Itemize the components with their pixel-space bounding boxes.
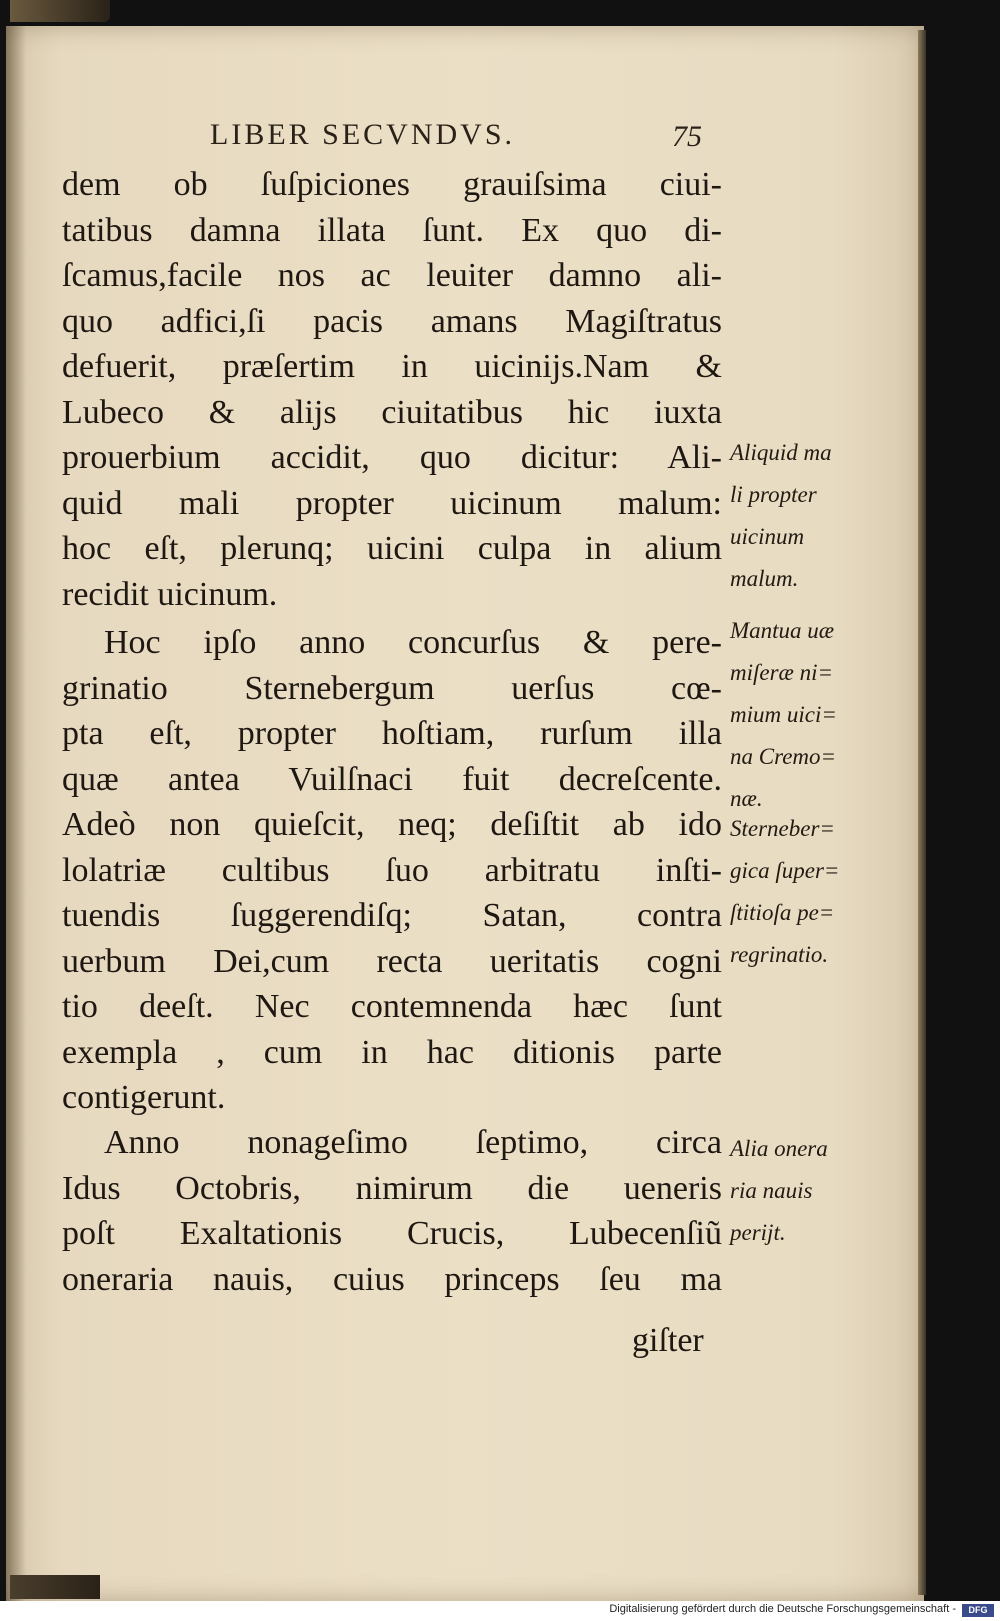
margin-note-4 [730,1128,880,1254]
text-line: tio deeſt. Nec contemnenda hæc ſunt [62,988,722,1025]
running-head: LIBER SECVNDVS. [210,118,516,151]
margin-note-line: næ. [730,786,763,811]
spine-shadow [6,26,26,1601]
text-line: Hoc ipſo anno concurſus & pere- [104,624,722,661]
previous-page-fragment [10,0,110,22]
margin-note-line: perijt. [730,1220,786,1245]
text-line: Idus Octobris, nimirum die ueneris [62,1169,722,1207]
margin-note-line: ria nauis [730,1178,813,1203]
text-line: uerbum Dei,cum recta ueritatis cogni [62,942,722,980]
text-line: pta eſt, propter hoſtiam, rurſum illa [62,715,722,752]
text-line: quæ antea Vuilſnaci fuit decreſcente. [62,760,722,798]
text-line: defuerit, præſertim in uicinijs.Nam & [62,348,722,385]
margin-note-1 [730,432,880,600]
binding-fragment [10,1575,100,1599]
margin-note-line: Aliquid ma [730,440,832,465]
margin-note-line: miſeræ ni= [730,660,834,685]
text-line: ſcamus,facile nos ac leuiter damno ali- [62,257,722,294]
text-line: tuendis ſuggerendiſq; Satan, contra [62,897,722,934]
text-line: quo adfici,ſi pacis amans Magiſtratus [62,302,722,340]
margin-note-line: Mantua uæ [730,618,835,643]
text-line: grinatio Sternebergum uerſus cœ- [62,669,722,707]
text-line: Lubeco & alijs ciuitatibus hic iuxta [62,393,722,431]
margin-note-line: regrinatio. [730,942,829,967]
text-line: lolatriæ cultibus ſuo arbitratu inſti- [62,851,722,889]
text-line: quid mali propter uicinum malum: [62,484,722,522]
text-line: prouerbium accidit, quo dicitur: Ali- [62,439,722,476]
text-line: tatibus damna illata ſunt. Ex quo di- [62,211,722,249]
page-edge [918,30,926,1595]
text-line: dem ob ſuſpiciones grauiſsima ciui- [62,166,722,203]
margin-note-line: malum. [730,566,799,591]
margin-note-line: gica ſuper= [730,858,840,883]
dfg-logo: DFG [962,1604,994,1617]
text-line: poſt Exaltationis Crucis, Lubecenſiũ [62,1215,722,1252]
text-line: exempla , cum in hac ditionis parte [62,1033,722,1071]
margin-note-line: ſtitioſa pe= [730,900,835,925]
paragraph-2 [62,620,722,1121]
margin-note-line: na Cremo= [730,744,837,769]
margin-note-line: Alia onera [730,1136,828,1161]
paragraph-3 [62,1120,722,1302]
text-line: contigerunt. [62,1079,226,1116]
margin-note-line: mium uici= [730,702,837,727]
paragraph-1 [62,162,722,617]
funding-credit: Digitalisierung gefördert durch die Deutsche Forschungsgemeinschaft - [609,1603,956,1615]
text-line: recidit uicinum. [62,575,278,613]
text-line: Anno nonageſimo ſeptimo, circa [104,1124,722,1161]
margin-note-line: Sterneber= [730,816,835,841]
text-line: oneraria nauis, cuius princeps ſeu ma [62,1260,722,1298]
page-number: 75 [672,120,702,153]
text-line: Adeò non quieſcit, neq; deſiſtit ab ido [62,806,722,843]
margin-note-line: uicinum [730,524,805,549]
margin-note-3 [730,808,880,976]
catchword: giſter [632,1322,704,1359]
margin-note-2 [730,610,880,820]
text-line: hoc eſt, plerunq; uicini culpa in alium [62,530,722,567]
margin-note-line: li propter [730,482,817,507]
